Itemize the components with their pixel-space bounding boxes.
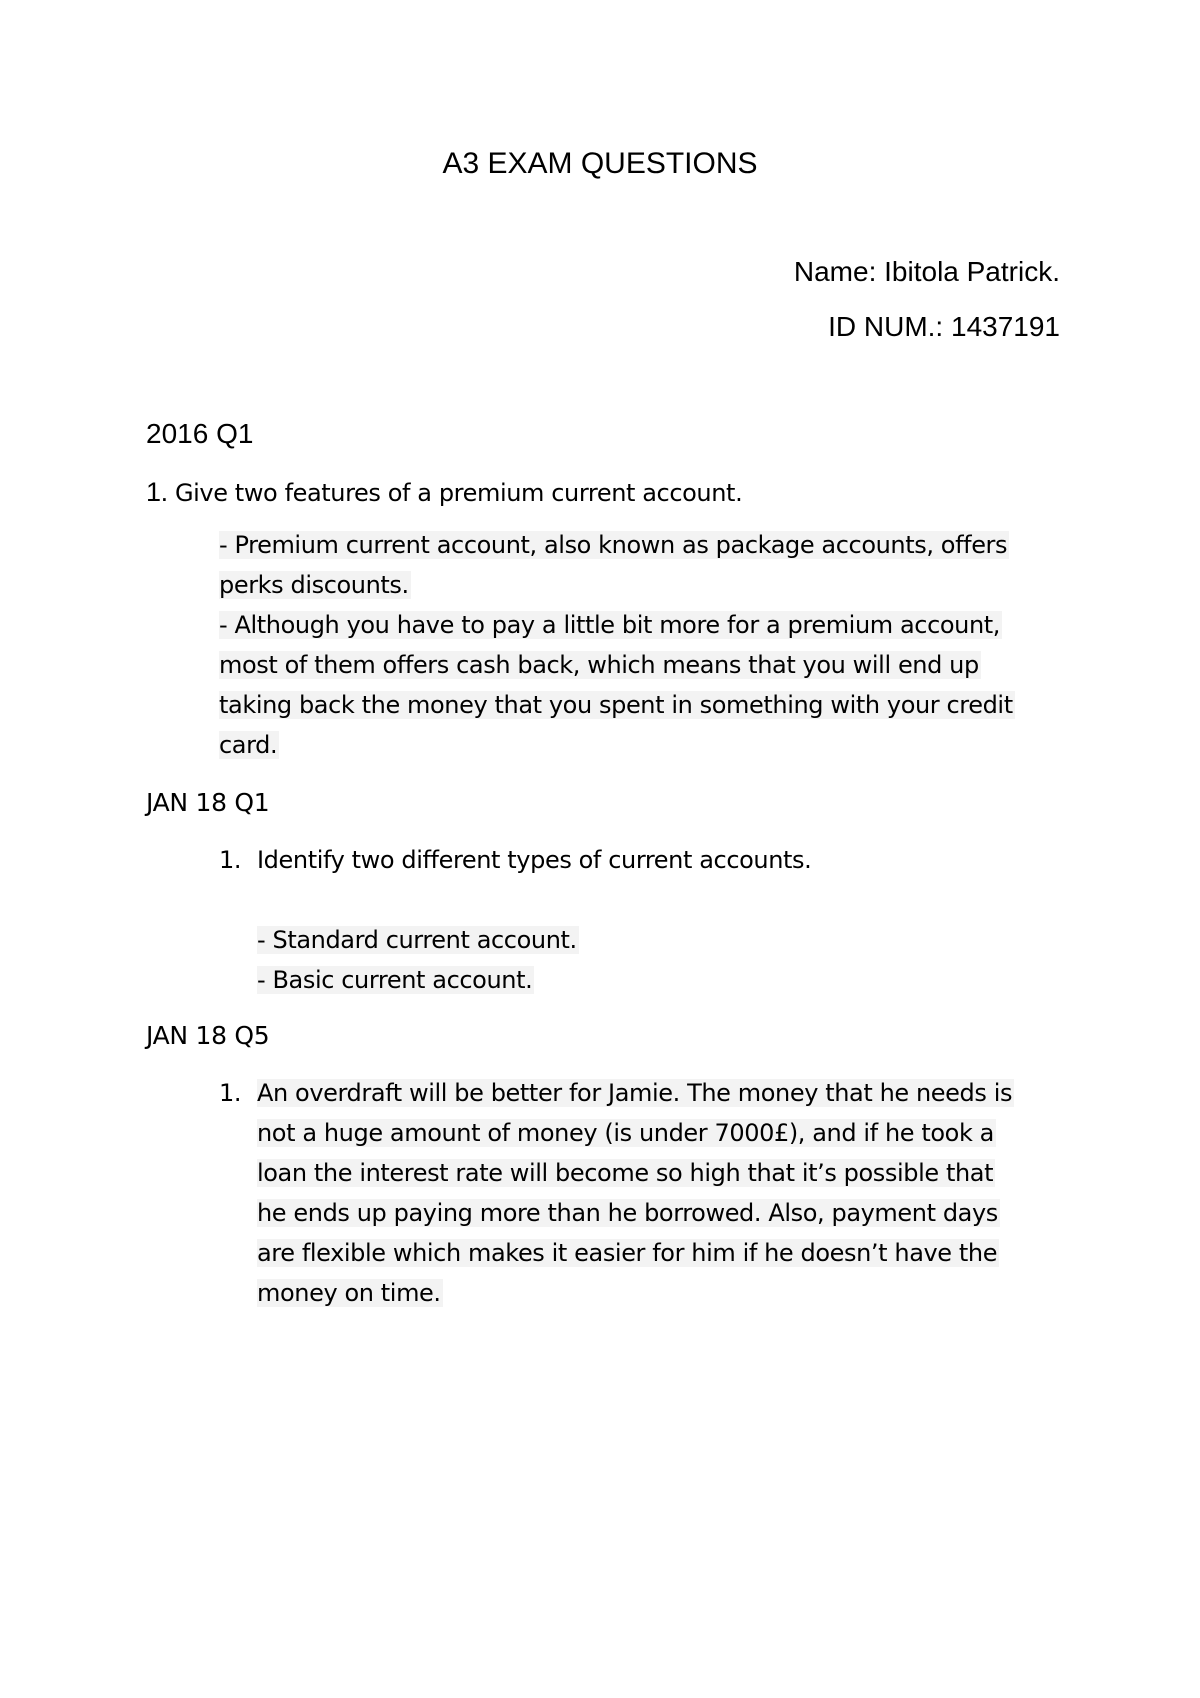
answer-line: he ends up paying more than he borrowed. Also, payment days (257, 1199, 998, 1227)
answer-jan-18-q5 (257, 1073, 1077, 1313)
answer-line: - Standard current account. (257, 926, 577, 954)
student-name: Name: Ibitola Patrick. (793, 256, 1060, 287)
list-number: 1. (219, 1079, 242, 1107)
answer-line: card. (219, 731, 278, 759)
answer-2016-q1 (219, 525, 1079, 765)
answer-line: loan the interest rate will become so high that it’s possible that (257, 1159, 994, 1187)
answer-line: taking back the money that you spent in something with your credit (219, 691, 1013, 719)
answer-line: not a huge amount of money (is under 7000£), and if he took a (257, 1119, 994, 1147)
answer-line: An overdraft will be better for Jamie. The money that he needs is (257, 1079, 1013, 1107)
answer-line: perks discounts. (219, 571, 409, 599)
answer-line: - Premium current account, also known as package accounts, offers (219, 531, 1008, 559)
answer-line: money on time. (257, 1279, 441, 1307)
question-2016-q1 (146, 472, 1096, 513)
answer-line: - Basic current account. (257, 966, 533, 994)
answer-line: most of them offers cash back, which means that you will end up (219, 651, 979, 679)
question-text: Give two features of a premium current account. (167, 479, 743, 507)
section-heading-jan-18-q1: JAN 18 Q1 (146, 788, 270, 817)
section-heading-jan-18-q5: JAN 18 Q5 (146, 1021, 270, 1050)
student-id: ID NUM.: 1437191 (828, 311, 1060, 342)
section-heading-2016-q1: 2016 Q1 (146, 418, 254, 449)
answer-line: are flexible which makes it easier for him if he doesn’t have the (257, 1239, 998, 1267)
question-jan-18-q1: Identify two different types of current accounts. (257, 846, 812, 874)
list-number: 1. (219, 846, 242, 874)
answer-jan-18-q1 (257, 920, 1117, 1000)
answer-line: - Although you have to pay a little bit more for a premium account, (219, 611, 1001, 639)
question-number: 1. (146, 477, 168, 507)
document-title: A3 EXAM QUESTIONS (442, 147, 758, 180)
